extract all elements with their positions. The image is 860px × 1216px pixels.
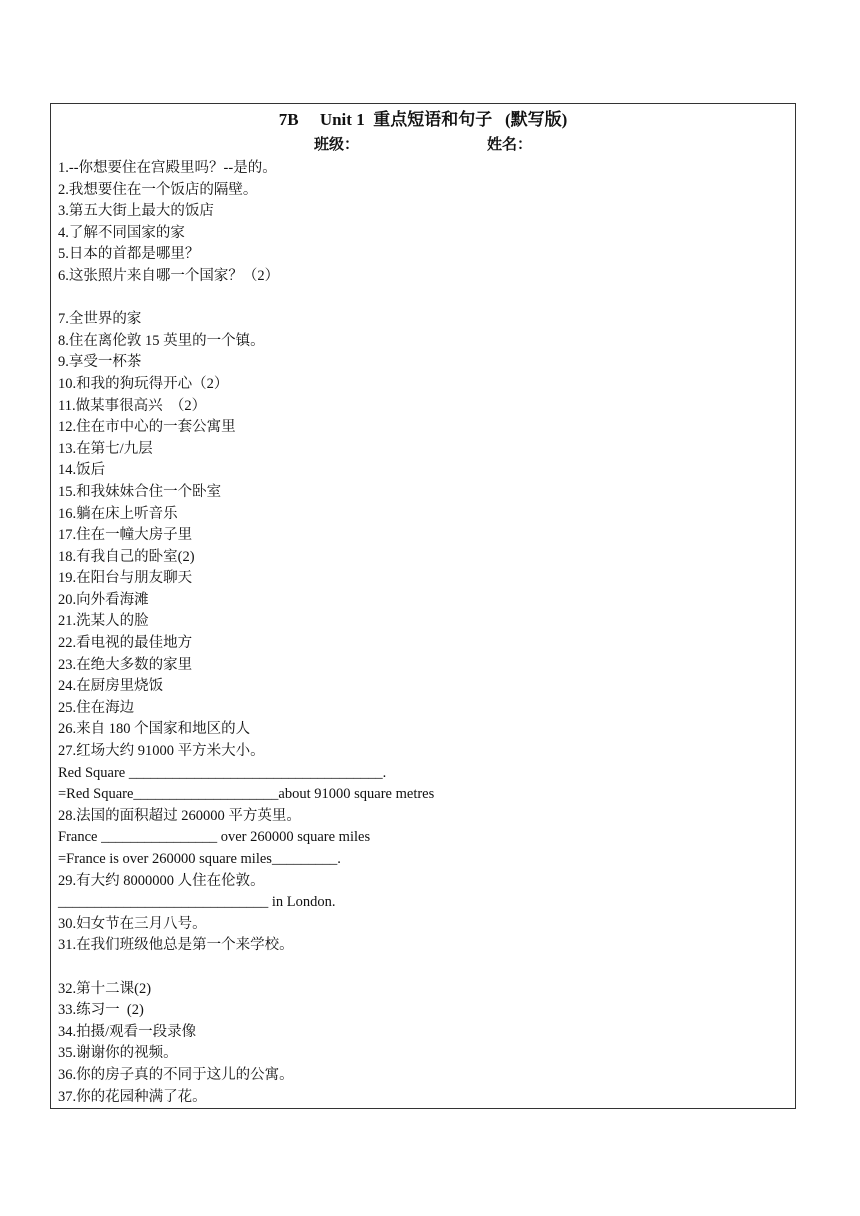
- exercise-line: 1.--你想要住在宫殿里吗？--是的。: [58, 160, 277, 176]
- exercise-line: 15.和我妹妹合住一个卧室: [58, 483, 222, 500]
- exercise-line: 33.练习一 (2): [58, 1002, 144, 1019]
- exercise-line: France ________________ over 260000 square miles: [58, 829, 371, 846]
- blank-line: [58, 957, 789, 979]
- exercise-line: 24.在厨房里烧饭: [58, 678, 164, 695]
- exercise-line: 12.住在市中心的一套公寓里: [58, 419, 236, 436]
- exercise-line: _____________________________ in London.: [58, 894, 336, 911]
- exercise-line: 25.住在海边: [58, 699, 135, 716]
- exercise-line: 6.这张照片来自哪一个国家？（2）: [58, 267, 280, 284]
- student-info-row: [51, 135, 795, 155]
- exercise-line: 35.谢谢你的视频。: [58, 1045, 178, 1062]
- exercise-line: 4.了解不同国家的家: [58, 224, 185, 241]
- exercise-line: 11.做某事很高兴 （2）: [58, 397, 207, 414]
- blank-line: [58, 288, 789, 310]
- class-label: 班级：: [313, 137, 359, 153]
- exercise-line: 36.你的房子真的不同于这儿的公寓。: [58, 1066, 294, 1083]
- exercise-line: 22.看电视的最佳地方: [58, 635, 193, 652]
- exercise-line: 20.向外看海滩: [58, 591, 149, 608]
- exercise-line: 29.有大约 8000000 人住在伦敦。: [58, 872, 265, 889]
- exercise-line: =France is over 260000 square miles_________.: [58, 851, 341, 867]
- exercise-line: 28.法国的面积超过 260000 平方英里。: [58, 807, 301, 824]
- exercise-line: 32.第十二课(2): [58, 980, 152, 997]
- exercise-line: 30.妇女节在三月八号。: [58, 915, 207, 932]
- exercise-line: 8.住在离伦敦 15 英里的一个镇。: [58, 332, 265, 349]
- exercise-line: 18.有我自己的卧室(2): [58, 548, 195, 565]
- exercise-line: Red Square ___________________________________.: [58, 764, 387, 781]
- worksheet-title: 7B Unit 1 重点短语和句子 (默写版): [278, 110, 568, 129]
- exercise-line: 14.饭后: [58, 462, 106, 479]
- exercise-line: 17.住在一幢大房子里: [58, 527, 193, 544]
- exercise-line: 37.你的花园种满了花。: [58, 1088, 207, 1105]
- exercise-line: 26.来自 180 个国家和地区的人: [58, 721, 251, 738]
- exercise-line: 27.红场大约 91000 平方米大小。: [58, 743, 265, 760]
- exercise-line: 16.躺在床上听音乐: [58, 505, 178, 522]
- exercise-line: 19.在阳台与朋友聊天: [58, 570, 193, 587]
- exercise-line: =Red Square____________________about 91000 square metres: [58, 786, 435, 803]
- name-label: 姓名：: [487, 137, 533, 153]
- exercise-line: 3.第五大街上最大的饭店: [58, 203, 214, 220]
- exercise-line: 7.全世界的家: [58, 311, 142, 328]
- exercise-line: 2.我想要住在一个饭店的隔壁。: [58, 181, 258, 198]
- exercise-list: [58, 158, 789, 1108]
- worksheet-frame: [50, 103, 796, 1109]
- exercise-line: 5.日本的首都是哪里？: [58, 246, 200, 263]
- exercise-line: 23.在绝大多数的家里: [58, 656, 193, 673]
- exercise-line: 10.和我的狗玩得开心（2）: [58, 375, 229, 392]
- exercise-line: 13.在第七/九层: [58, 440, 153, 457]
- exercise-line: 21.洗某人的脸: [58, 613, 149, 630]
- exercise-line: 34.拍摄/观看一段录像: [58, 1023, 197, 1040]
- exercise-line: 9.享受一杯茶: [58, 354, 142, 371]
- exercise-line: 31.在我们班级他总是第一个来学校。: [58, 937, 294, 954]
